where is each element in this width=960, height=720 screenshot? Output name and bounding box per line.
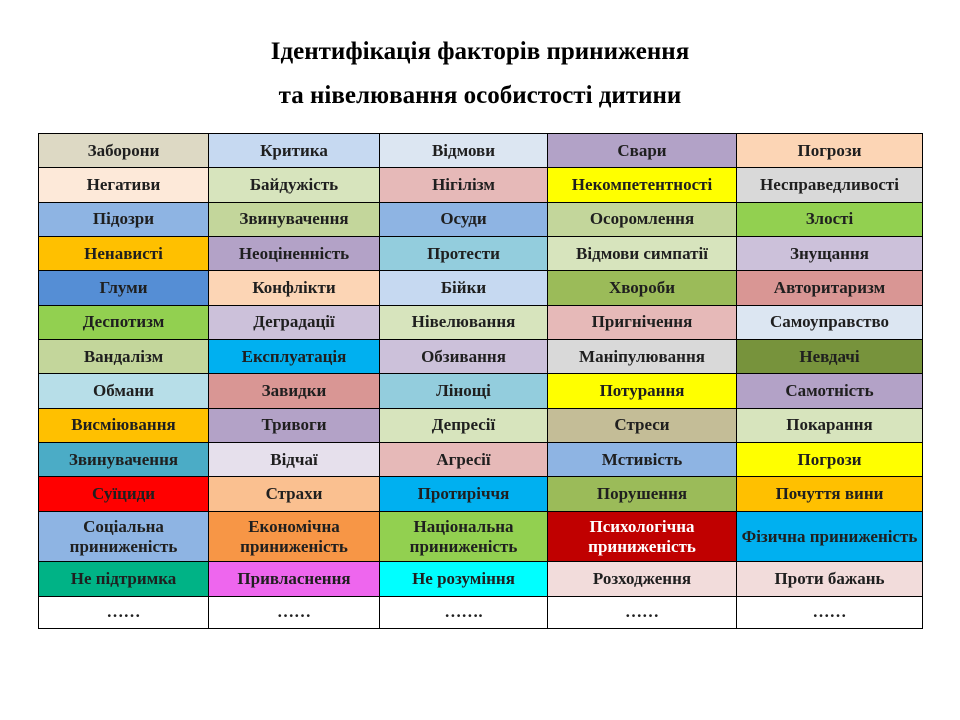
table-cell: Деградації [209, 305, 380, 339]
table-cell: Депресії [380, 408, 548, 442]
table-cell: Бійки [380, 271, 548, 305]
table-row [39, 596, 923, 628]
table-cell: Покарання [737, 408, 923, 442]
table-row [39, 477, 923, 511]
table-cell: Звинувачення [39, 443, 209, 477]
table-row [39, 168, 923, 202]
table-cell: Протиріччя [380, 477, 548, 511]
table-row [39, 408, 923, 442]
factors-table [38, 133, 923, 629]
table-cell: …… [548, 596, 737, 628]
table-cell: Тривоги [209, 408, 380, 442]
table-row [39, 443, 923, 477]
table-row [39, 562, 923, 596]
table-cell: Свари [548, 134, 737, 168]
table-cell: Лінощі [380, 374, 548, 408]
table-cell: Маніпулювання [548, 340, 737, 374]
table-cell: Байдужість [209, 168, 380, 202]
table-cell: Глуми [39, 271, 209, 305]
table-cell: Експлуатація [209, 340, 380, 374]
table-cell: Знущання [737, 237, 923, 271]
table-cell: Мстивість [548, 443, 737, 477]
table-cell: Відмови симпатії [548, 237, 737, 271]
table-cell: Страхи [209, 477, 380, 511]
table-cell: Самоуправство [737, 305, 923, 339]
table-row [39, 340, 923, 374]
table-cell: …… [209, 596, 380, 628]
table-cell: Вандалізм [39, 340, 209, 374]
table-row [39, 134, 923, 168]
table-cell: Протести [380, 237, 548, 271]
table-cell: Розходження [548, 562, 737, 596]
table-cell: Економічна приниженість [209, 511, 380, 562]
title-line-2: та нівелювання особистості дитини [278, 82, 682, 109]
table-cell: Нігілізм [380, 168, 548, 202]
table-cell: Завидки [209, 374, 380, 408]
table-cell: Самотність [737, 374, 923, 408]
table-row [39, 202, 923, 236]
table-cell: Погрози [737, 134, 923, 168]
table-cell: Хвороби [548, 271, 737, 305]
table-cell: Психологічна приниженість [548, 511, 737, 562]
table-cell: Проти бажань [737, 562, 923, 596]
table-cell: Некомпетентності [548, 168, 737, 202]
table-cell: Порушення [548, 477, 737, 511]
table-cell: Обмани [39, 374, 209, 408]
table-cell: Не розуміння [380, 562, 548, 596]
factors-table-body [39, 134, 923, 629]
table-cell: Фізична приниженість [737, 511, 923, 562]
table-cell: Соціальна приниженість [39, 511, 209, 562]
table-cell: Авторитаризм [737, 271, 923, 305]
title-line-1: Ідентифікація факторів приниження [270, 38, 690, 65]
table-cell: Ненависті [39, 237, 209, 271]
table-cell: …… [737, 596, 923, 628]
table-cell: …… [39, 596, 209, 628]
table-cell: Відчаї [209, 443, 380, 477]
table-cell: Конфлікти [209, 271, 380, 305]
table-cell: Пригнічення [548, 305, 737, 339]
table-cell: Не підтримка [39, 562, 209, 596]
table-cell: Суїциди [39, 477, 209, 511]
table-cell: Неоціненність [209, 237, 380, 271]
table-cell: Обзивання [380, 340, 548, 374]
table-cell: Потурання [548, 374, 737, 408]
table-cell: Нівелювання [380, 305, 548, 339]
table-cell: Національна приниженість [380, 511, 548, 562]
table-cell: Невдачі [737, 340, 923, 374]
table-cell: Несправедливості [737, 168, 923, 202]
page-title [0, 30, 960, 118]
table-cell: Негативи [39, 168, 209, 202]
table-cell: Підозри [39, 202, 209, 236]
table-cell: Деспотизм [39, 305, 209, 339]
table-cell: Агресії [380, 443, 548, 477]
table-cell: Осоромлення [548, 202, 737, 236]
table-row [39, 271, 923, 305]
table-cell: Стреси [548, 408, 737, 442]
table-cell: Критика [209, 134, 380, 168]
table-row [39, 511, 923, 562]
table-cell: Погрози [737, 443, 923, 477]
table-cell: Злості [737, 202, 923, 236]
table-cell: Заборони [39, 134, 209, 168]
table-cell: ……. [380, 596, 548, 628]
table-cell: Почуття вини [737, 477, 923, 511]
table-row [39, 237, 923, 271]
table-cell: Привласнення [209, 562, 380, 596]
table-cell: Звинувачення [209, 202, 380, 236]
table-row [39, 305, 923, 339]
table-cell: Висміювання [39, 408, 209, 442]
table-row [39, 374, 923, 408]
table-cell: Осуди [380, 202, 548, 236]
table-cell: Відмови [380, 134, 548, 168]
